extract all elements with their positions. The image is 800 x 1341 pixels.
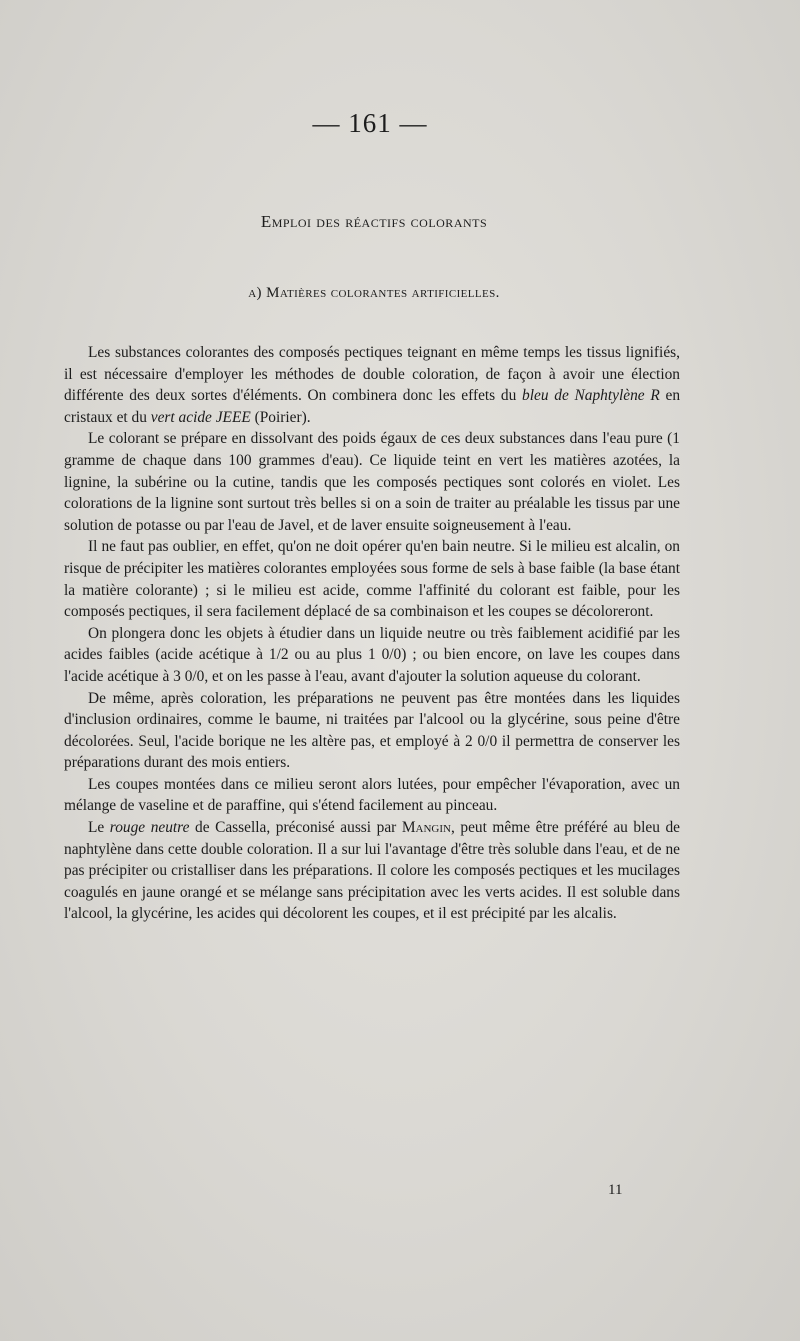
text-run: Les substances colorantes des composés pectiques teignant en même temps les tissus lignifiés, il est nécessaire d'employer les méthodes de double coloration, de façon à avoir une élection différente des deux sortes d'éléments. On combinera donc les effets du [64, 344, 680, 405]
paragraph [64, 688, 680, 774]
italic-term: vert acide JEEE [150, 408, 251, 426]
text-run: Le [88, 819, 110, 837]
text-run: De même, après coloration, les préparations ne peuvent pas être montées dans les liquides d'inclusion ordinaires, comme le baume, ni traitées par l'alcool ou la glycérine, sous peine d'être décolorées. Seul, l'acide borique ne les altère pas, et employé à 2 0/0 il permettra de conserver les préparations durant des mois entiers. [64, 689, 680, 772]
author-name: Mangin [401, 819, 451, 837]
text-run: de Cassella, préconisé aussi par [189, 819, 402, 837]
paragraph [64, 536, 680, 622]
text-run: , peut même être préféré au bleu de naphtylène dans cette double coloration. Il a sur lui l'avantage d'être très soluble dans l'eau, et de ne pas précipiter ou cristalliser dans les préparations. Il colore les composés pectiques et les mucilages coagulés en jaune orangé et se mélange sans précipitation avec les verts acides. Il est soluble dans l'alcool, la glycérine, les acides qui décolorent les coupes, et il est précipité par les alcalis. [64, 819, 680, 923]
text-run: en cristaux et du [64, 387, 681, 426]
paragraph [64, 774, 680, 817]
text-run: On plongera donc les objets à étudier dans un liquide neutre ou très faiblement acidifié par les acides faibles (acide acétique à 1/2 ou au plus 1 0/0) ; ou bien encore, on lave les coupes dans l'acide acétique à 3 0/0, et on les passe à l'eau, avant d'ajouter la solution aqueuse du colorant. [64, 624, 680, 685]
text-run: Le colorant se prépare en dissolvant des poids égaux de ces deux substances dans l'eau pure (1 gramme de chaque dans 100 grammes d'eau). Ce liquide teint en vert les matières azotées, la lignine, la subérine ou la cutine, tandis que les composés pectiques sont colorés en violet. Les colorations de la lignine sont surtout très belles si on a soin de traiter au préalable les tissus par une solution de potasse ou par l'eau de Javel, et de laver ensuite soigneusement à l'eau. [64, 430, 680, 534]
italic-term: bleu de Naphtylène R [522, 387, 660, 405]
paragraph [64, 428, 680, 536]
section-subheading: a) Matières colorantes artificielles. [248, 285, 500, 301]
signature-mark: 11 [608, 1182, 623, 1198]
italic-term: rouge neutre [109, 819, 190, 837]
section-heading: Emploi des réactifs colorants [260, 212, 488, 231]
paragraph [64, 623, 680, 688]
text-run: (Poirier). [250, 408, 311, 426]
body-text [64, 342, 680, 925]
text-run: Il ne faut pas oublier, en effet, qu'on ne doit opérer qu'en bain neutre. Si le milieu est alcalin, on risque de précipiter les matières colorantes employées sous forme de sels à base faible (la base étant la matière colorante) ; si le milieu est acide, comme l'affinité du colorant est faible, pour les composés pectiques, il sera facilement déplacé de sa combinaison et les coupes se décoloreront. [64, 538, 680, 621]
paragraph [64, 342, 680, 428]
page-number: — 161 — [312, 108, 428, 138]
paragraph [64, 817, 680, 925]
text-run: Les coupes montées dans ce milieu seront alors lutées, pour empêcher l'évaporation, avec un mélange de vaseline et de paraffine, qui s'étend facilement au pinceau. [64, 775, 680, 815]
